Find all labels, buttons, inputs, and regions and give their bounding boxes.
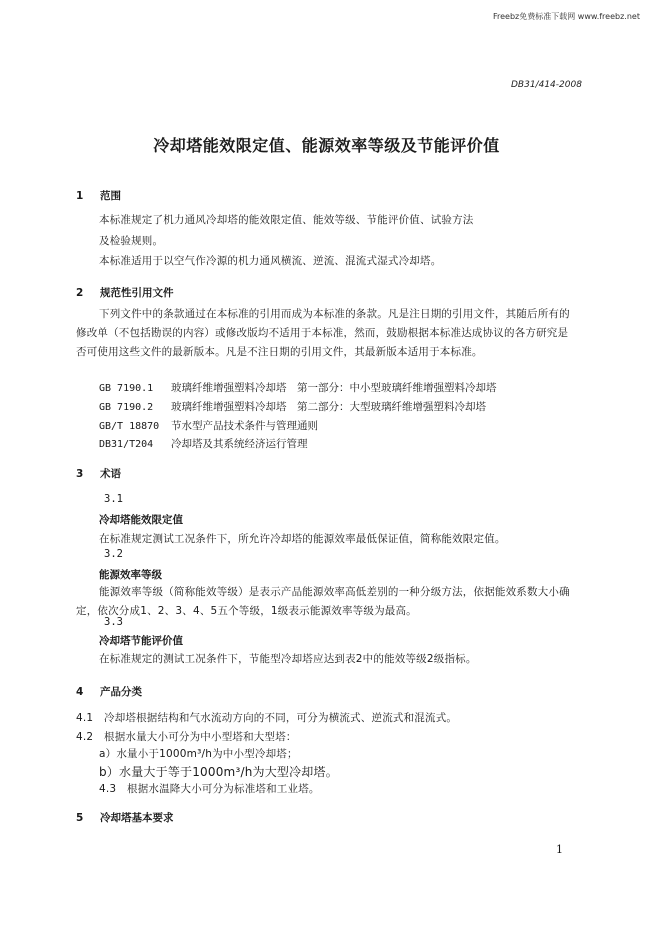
section-heading-1 — [76, 188, 121, 203]
reference-code: GB 7190.1 — [99, 383, 154, 394]
section-heading-3 — [76, 466, 121, 481]
section-number: 5 — [76, 812, 84, 824]
section-number: 4 — [76, 686, 84, 698]
reference-title: 节水型产品技术条件与管理通则 — [171, 420, 318, 432]
clause-4-2-b: b）水量大于等于1000m³/h为大型冷却塔。 — [99, 765, 338, 779]
section-number: 2 — [76, 287, 84, 299]
reference-item — [99, 380, 497, 395]
reference-code: GB/T 18870 — [99, 421, 160, 432]
reference-title: 玻璃纤维增强塑料冷却塔 第一部分：中小型玻璃纤维增强塑料冷却塔 — [171, 382, 497, 394]
section-heading-2 — [76, 285, 174, 300]
section-title: 规范性引用文件 — [100, 287, 174, 299]
term-definition: 能源效率等级（简称能效等级）是表示产品能源效率高低差别的一种分级方法，依据能效系数大小确定，依次分成1、2、3、4、5五个等级，1级表示能源效率等级为最高。 — [76, 586, 570, 617]
scope-paragraph-2: 本标准适用于以空气作冷源的机力通风横流、逆流、混流式湿式冷却塔。 — [99, 255, 442, 267]
reference-title: 冷却塔及其系统经济运行管理 — [171, 438, 308, 450]
reference-title: 玻璃纤维增强塑料冷却塔 第二部分：大型玻璃纤维增强塑料冷却塔 — [171, 401, 486, 413]
section-number: 3 — [76, 468, 84, 480]
section-heading-5 — [76, 810, 174, 825]
normative-intro: 下列文件中的条款通过在本标准的引用而成为本标准的条款。凡是注日期的引用文件，其随后所有的修改单（不包括勘误的内容）或修改版均不适用于本标准，然而，鼓励根据本标准达成协议的各方研究是否可使用这些文件的最新版本。凡是不注日期的引用文件，其最新版本适用于本标准。 — [76, 308, 570, 358]
scope-paragraph-1-line-2: 及检验规则。 — [99, 235, 164, 247]
term-number: 3.1 — [104, 493, 123, 505]
watermark-text: Freebz免费标准下载网 www.freebz.net — [493, 12, 640, 21]
section-title: 范围 — [100, 190, 121, 202]
term-name: 冷却塔节能评价值 — [99, 635, 183, 647]
clause-4-2-a: a）水量小于1000m³/h为中小型冷却塔； — [99, 748, 298, 760]
term-name: 冷却塔能效限定值 — [99, 514, 183, 526]
document-title: 冷却塔能效限定值、能源效率等级及节能评价值 — [153, 136, 500, 155]
reference-item — [99, 436, 308, 451]
section-heading-4 — [76, 684, 142, 699]
scope-paragraph-1-line-1: 本标准规定了机力通风冷却塔的能效限定值、能效等级、节能评价值、试验方法 — [99, 214, 474, 226]
section-title: 冷却塔基本要求 — [100, 812, 174, 824]
reference-item — [99, 399, 486, 414]
section-title: 产品分类 — [100, 686, 142, 698]
clause-4-1: 4.1 冷却塔根据结构和气水流动方向的不同，可分为横流式、逆流式和混流式。 — [76, 712, 458, 724]
standard-code: DB31/414-2008 — [511, 80, 582, 90]
term-definition: 在标准规定测试工况条件下，所允许冷却塔的能源效率最低保证值，简称能效限定值。 — [99, 533, 506, 545]
section-number: 1 — [76, 190, 84, 202]
reference-code: DB31/T204 — [99, 439, 154, 450]
reference-code: GB 7190.2 — [99, 402, 154, 413]
section-title: 术语 — [100, 468, 121, 480]
page-number: 1 — [556, 843, 563, 856]
term-definition: 在标准规定的测试工况条件下，节能型冷却塔应达到表2中的能效等级2级指标。 — [99, 653, 477, 665]
term-number: 3.3 — [104, 616, 123, 628]
term-name: 能源效率等级 — [99, 569, 162, 581]
clause-4-2: 4.2 根据水量大小可分为中小型塔和大型塔： — [76, 731, 297, 743]
term-number: 3.2 — [104, 548, 123, 560]
reference-item — [99, 418, 318, 433]
clause-4-3: 4.3 根据水温降大小可分为标准塔和工业塔。 — [99, 783, 320, 795]
